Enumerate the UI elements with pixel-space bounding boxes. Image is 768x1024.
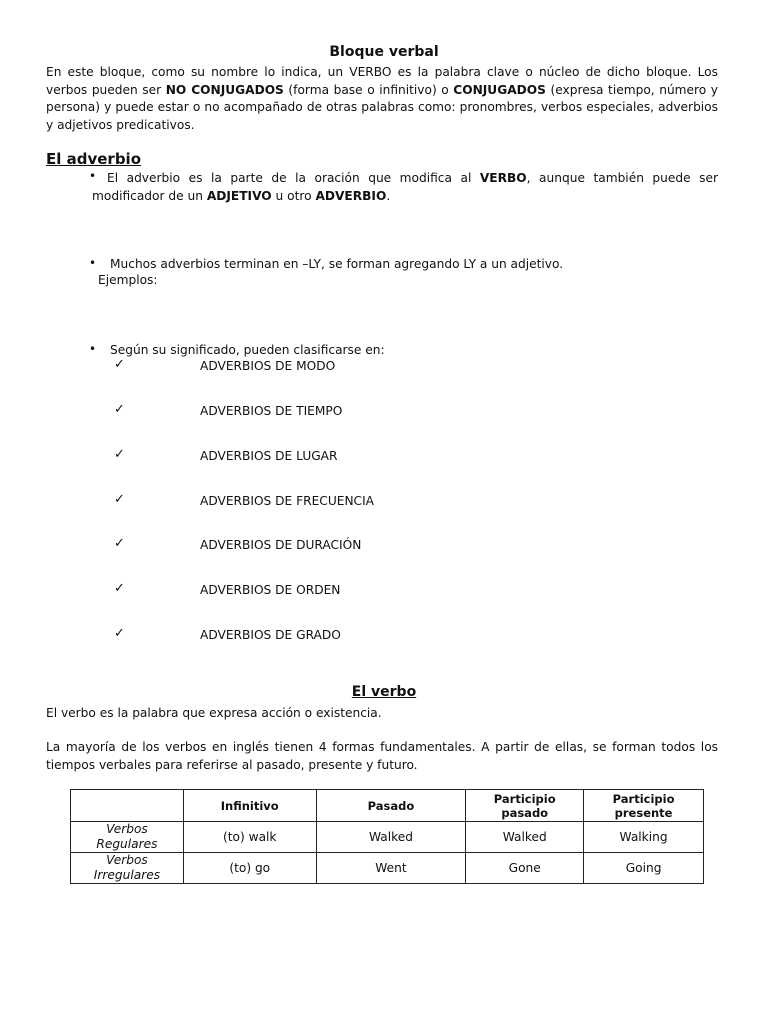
category-item: ADVERBIOS DE ORDEN [200, 583, 341, 597]
table-cell: Walked [316, 822, 466, 853]
category-item: ADVERBIOS DE LUGAR [200, 449, 338, 463]
verbo-heading: El verbo [351, 684, 417, 700]
table-cell: Gone [466, 853, 584, 884]
bullet-1-text [92, 170, 718, 205]
table-row [71, 822, 704, 853]
document-title: Bloque verbal [329, 44, 439, 60]
bullet-2-glyph: • [89, 256, 97, 270]
table-row-label: Verbos Irregulares [71, 853, 184, 884]
bullet-2-text: Muchos adverbios terminan en –LY, se forman agregando LY a un adjetivo. [110, 257, 564, 271]
table-header-row [71, 790, 704, 822]
bullet-1-bold-1: VERBO [479, 171, 527, 185]
category-item: ADVERBIOS DE MODO [200, 359, 336, 373]
check-icon: ✓ [114, 581, 125, 596]
category-item: ADVERBIOS DE TIEMPO [200, 404, 343, 418]
intro-text-3: (expresa tiempo, número y persona) y puede estar o no acompañado de otras palabras como: pronombres, verbos especiales, adverbios y adjetivos predicativos. [46, 82, 719, 132]
check-icon: ✓ [114, 357, 125, 372]
ejemplos-label: Ejemplos: [98, 273, 158, 287]
table-cell: Walked [466, 822, 584, 853]
table-header-cell: Participio presente [584, 790, 704, 822]
table-header-cell [71, 790, 184, 822]
bullet-1-part-2: , aunque también puede ser modificador de un [92, 171, 718, 203]
table-cell: (to) walk [183, 822, 316, 853]
intro-bold-2: CONJUGADOS [453, 82, 546, 97]
bullet-1-bold-2: ADJETIVO [206, 188, 272, 203]
intro-text-1: En este bloque, como su nombre lo indica, un VERBO es la palabra clave o núcleo de dicho bloque. Los verbos pueden ser [46, 65, 718, 97]
bullet-1-part-3: u otro [271, 188, 316, 203]
intro-text-2: (forma base o infinitivo) o [283, 82, 454, 97]
bullet-3-glyph: • [89, 342, 97, 356]
verbo-definition: El verbo es la palabra que expresa acción o existencia. [46, 706, 382, 720]
table-header-cell: Infinitivo [183, 790, 316, 822]
bullet-1-part-1: El adverbio es la parte de la oración que modifica al [107, 171, 480, 185]
table-cell: Going [584, 853, 704, 884]
table-row-label: Verbos Regulares [71, 822, 184, 853]
intro-bold-1: NO CONJUGADOS [165, 82, 284, 97]
table-cell: (to) go [183, 853, 316, 884]
category-item: ADVERBIOS DE GRADO [200, 628, 341, 642]
check-icon: ✓ [114, 536, 125, 551]
category-item: ADVERBIOS DE DURACIÓN [200, 538, 362, 552]
table-cell: Walking [584, 822, 704, 853]
table-row [71, 853, 704, 884]
category-item: ADVERBIOS DE FRECUENCIA [200, 494, 374, 508]
bullet-1-glyph: • [89, 169, 97, 183]
verbo-paragraph: La mayoría de los verbos en inglés tienen 4 formas fundamentales. A partir de ellas, se forman todos los tiempos verbales para referirse al pasado, presente y futuro. [46, 740, 718, 772]
check-icon: ✓ [114, 626, 125, 641]
bullet-3-text: Según su significado, pueden clasificarse en: [110, 343, 385, 357]
check-icon: ✓ [114, 492, 125, 507]
bullet-1-bold-3: ADVERBIO [315, 188, 387, 203]
intro-paragraph [46, 64, 718, 134]
table-header-cell: Participio pasado [466, 790, 584, 822]
bullet-1-part-4: . [386, 188, 391, 203]
table-cell: Went [316, 853, 466, 884]
check-icon: ✓ [114, 447, 125, 462]
adverbio-heading: El adverbio [46, 150, 142, 168]
verb-forms-table [70, 789, 704, 884]
table-header-cell: Pasado [316, 790, 466, 822]
check-icon: ✓ [114, 402, 125, 417]
